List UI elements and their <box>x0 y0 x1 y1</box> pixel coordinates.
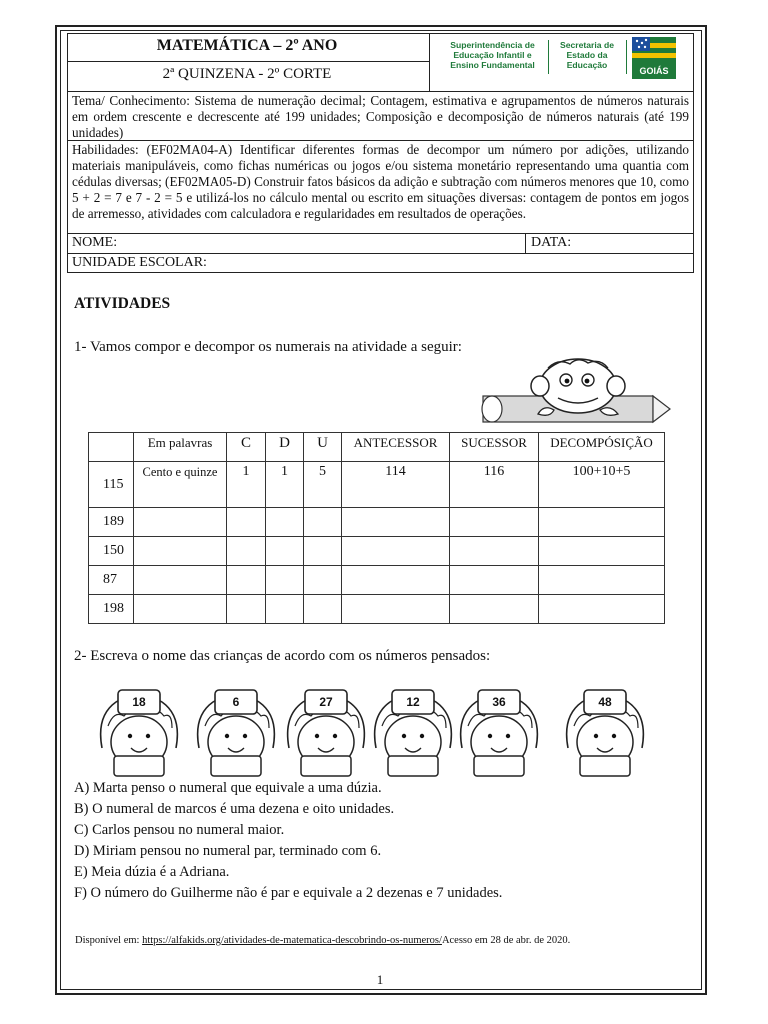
list-item: D) Miriam pensou no numeral par, terminado com 6. <box>74 843 382 859</box>
table-header-cell: DECOMPÓSIÇÃO <box>539 433 665 462</box>
table-cell[interactable] <box>342 566 450 595</box>
logo-superintendencia: Superintendência de Educação Infantil e Ensino Fundamental <box>450 40 535 70</box>
goias-label: GOIÁS <box>639 66 669 76</box>
table-header-cell: Em palavras <box>134 433 227 462</box>
table-row <box>89 595 665 624</box>
table-header-cell: ANTECESSOR <box>342 433 450 462</box>
logo-divider <box>548 40 549 74</box>
child-face <box>191 686 281 778</box>
table-cell[interactable] <box>304 595 342 624</box>
divider <box>67 233 694 234</box>
list-item: C) Carlos pensou no numeral maior. <box>74 822 285 838</box>
name-answer-box[interactable] <box>580 756 630 776</box>
table-cell[interactable] <box>342 537 450 566</box>
table-cell[interactable] <box>227 508 266 537</box>
list-item: A) Marta penso o numeral que equivale a uma dúzia. <box>74 780 382 796</box>
table-cell[interactable] <box>450 508 539 537</box>
table-cell[interactable] <box>134 508 227 537</box>
table-cell[interactable] <box>539 537 665 566</box>
table-cell: 114 <box>342 462 450 508</box>
table-cell[interactable] <box>266 537 304 566</box>
face-number-label: 18 <box>132 695 146 709</box>
question-2: 2- Escreva o nome das crianças de acordo com os números pensados: <box>74 648 491 664</box>
table-cell[interactable] <box>450 595 539 624</box>
child-face <box>560 686 650 778</box>
table-cell[interactable] <box>342 508 450 537</box>
table-header-cell <box>89 433 134 462</box>
habilidades-text: Habilidades: (EF02MA04-A) Identificar diferentes formas de decompor um número por adições, utilizando materiais manipuláveis, como fichas numéricas ou jogos e/ou sistema monetário representando uma quantia com cédulas diversas; (EF02MA05-D) Construir fatos básicos da adição e subtração com números menores que 10, como 5 + 2 = 7 e 7 - 2 = 5 e utilizá-los no cálculo mental ou escrito em situações diversas: contagem de pontos em jogos de arremesso, atividades com calculadora e regularidades em resultados de operações. <box>72 142 689 221</box>
child-face <box>454 686 544 778</box>
name-answer-box[interactable] <box>114 756 164 776</box>
footer-source: Disponível em: https://alfakids.org/atividades-de-matematica-descobrindo-os-numeros/Acesso em 28 de abr. de 2020. <box>75 935 571 946</box>
data-label: DATA: <box>531 235 572 250</box>
table-row <box>89 537 665 566</box>
table-cell: 87 <box>89 566 134 595</box>
child-face <box>368 686 458 778</box>
table-header-cell: SUCESSOR <box>450 433 539 462</box>
table-cell[interactable] <box>304 508 342 537</box>
table-cell[interactable] <box>304 537 342 566</box>
name-answer-box[interactable] <box>474 756 524 776</box>
table-cell[interactable] <box>227 595 266 624</box>
divider <box>67 253 694 254</box>
table-cell[interactable] <box>266 595 304 624</box>
divider <box>67 91 694 92</box>
table-cell: Cento e quinze <box>134 462 227 508</box>
table-row <box>89 462 665 508</box>
table-header-cell: U <box>304 433 342 462</box>
table-row <box>89 566 665 595</box>
question-1: 1- Vamos compor e decompor os numerais na atividade a seguir: <box>74 339 462 355</box>
activities-heading: ATIVIDADES <box>74 295 171 312</box>
page-title: MATEMÁTICA – 2º ANO <box>156 37 338 54</box>
face-number-label: 27 <box>319 695 333 709</box>
table-cell: 100+10+5 <box>539 462 665 508</box>
table-header-cell: C <box>227 433 266 462</box>
numbers-table <box>88 432 665 624</box>
divider <box>429 33 430 91</box>
list-item: E) Meia dúzia é a Adriana. <box>74 864 230 880</box>
source-link[interactable]: https://alfakids.org/atividades-de-matematica-descobrindo-os-numeros/ <box>142 935 442 946</box>
table-cell[interactable] <box>266 508 304 537</box>
list-item: F) O número do Guilherme não é par e equivale a 2 dezenas e 7 unidades. <box>74 885 503 901</box>
table-row <box>89 508 665 537</box>
name-answer-box[interactable] <box>211 756 261 776</box>
face-number-label: 12 <box>406 695 420 709</box>
table-cell[interactable] <box>134 537 227 566</box>
table-header-row <box>89 433 665 462</box>
face-number-label: 6 <box>232 695 240 709</box>
page-number: 1 <box>376 972 384 987</box>
table-cell[interactable] <box>304 566 342 595</box>
unidade-escolar-label: UNIDADE ESCOLAR: <box>72 255 207 270</box>
table-cell[interactable] <box>539 595 665 624</box>
table-cell[interactable] <box>134 566 227 595</box>
monkey-pencil-illustration <box>478 356 673 432</box>
table-cell: 150 <box>89 537 134 566</box>
table-cell[interactable] <box>450 537 539 566</box>
logo-divider <box>626 40 627 74</box>
table-cell: 115 <box>89 462 134 508</box>
table-cell: 189 <box>89 508 134 537</box>
child-face <box>94 686 184 778</box>
divider <box>67 61 429 62</box>
nome-label: NOME: <box>72 235 118 250</box>
list-item: B) O numeral de marcos é uma dezena e oito unidades. <box>74 801 395 817</box>
logo-secretaria: Secretaria de Estado da Educação <box>560 40 614 70</box>
child-face <box>281 686 371 778</box>
face-number-label: 48 <box>598 695 612 709</box>
table-cell: 116 <box>450 462 539 508</box>
face-number-label: 36 <box>492 695 506 709</box>
name-answer-box[interactable] <box>388 756 438 776</box>
table-cell: 5 <box>304 462 342 508</box>
table-cell[interactable] <box>539 508 665 537</box>
table-cell[interactable] <box>134 595 227 624</box>
table-cell[interactable] <box>227 537 266 566</box>
table-cell[interactable] <box>266 566 304 595</box>
tema-text: Tema/ Conhecimento: Sistema de numeração decimal; Contagem, estimativa e agrupamentos de números naturais em ordem crescente e decrescente até 199 unidades; Composição e decomposição de números naturais (até 199 unidades) <box>72 93 689 140</box>
table-cell[interactable] <box>450 566 539 595</box>
table-cell[interactable] <box>342 595 450 624</box>
goias-flag-logo <box>632 37 676 79</box>
page-subtitle: 2ª QUINZENA - 2º CORTE <box>162 66 332 82</box>
name-answer-box[interactable] <box>301 756 351 776</box>
table-cell: 1 <box>227 462 266 508</box>
table-header-cell: D <box>266 433 304 462</box>
children-faces <box>88 686 680 778</box>
table-cell: 198 <box>89 595 134 624</box>
table-cell: 1 <box>266 462 304 508</box>
table-cell[interactable] <box>539 566 665 595</box>
divider <box>525 233 526 253</box>
table-cell[interactable] <box>227 566 266 595</box>
